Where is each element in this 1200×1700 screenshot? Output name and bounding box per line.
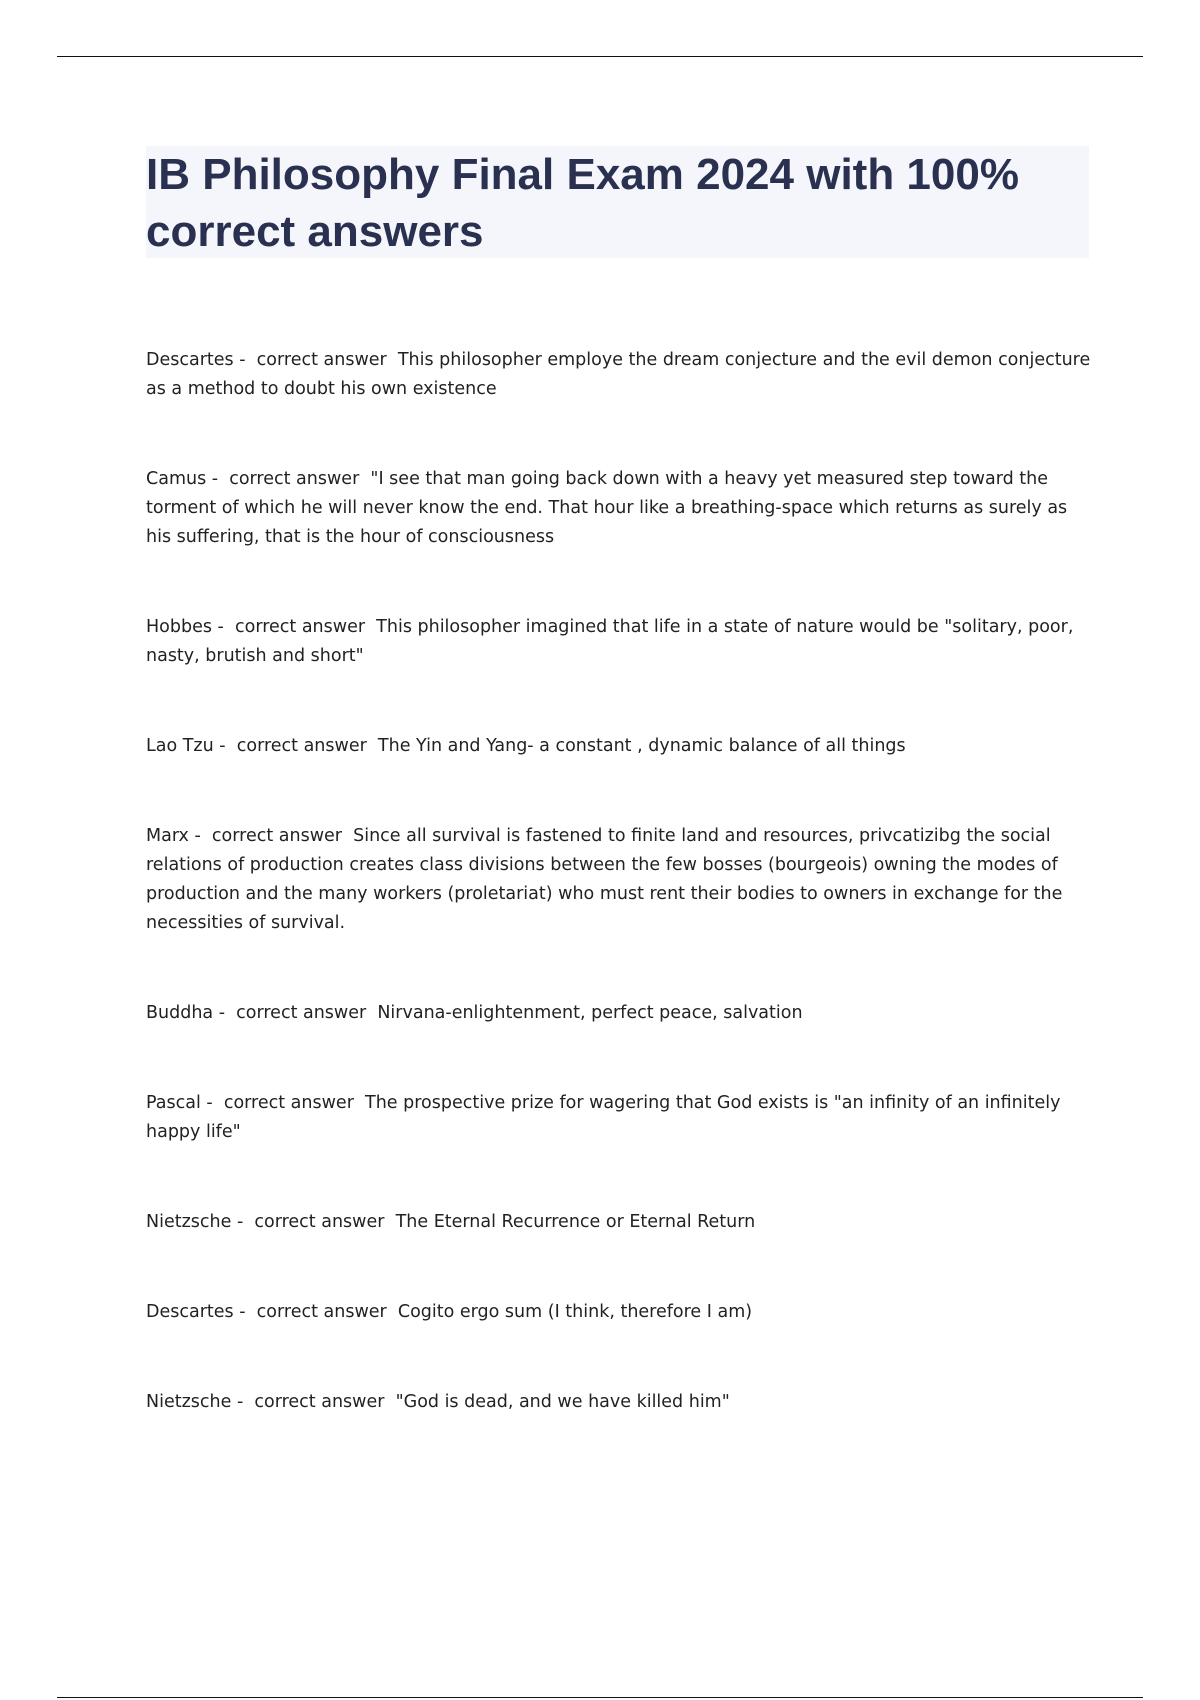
qa-term: Descartes	[146, 1302, 234, 1322]
qa-term: Nietzsche	[146, 1212, 232, 1232]
qa-term: Marx	[146, 826, 189, 846]
qa-item: Marx - correct answer Since all survival is fastened to finite land and resources, privcatizibg the social relations of production creates class divisions between the few bosses (bourgeois) owning the modes of production and the many workers (proletariat) who must rent their bodies to owners in exchange for the necessities of survival.	[146, 826, 1063, 933]
qa-label: correct answer	[234, 617, 366, 637]
qa-answer: The prospective prize for wagering that God exists is "an infinity of an infinitely happy life"	[146, 1093, 1061, 1142]
qa-label: correct answer	[223, 1093, 354, 1113]
qa-label: correct answer	[256, 350, 387, 370]
qa-answer: "I see that man going back down with a heavy yet measured step toward the torment of which he will never know the end. That hour like a breathing-space which returns as surely as his suffering, that is the hour of consciousness	[146, 469, 1068, 547]
qa-label: correct answer	[254, 1392, 385, 1412]
qa-label: correct answer	[211, 826, 342, 846]
bottom-rule	[57, 1697, 1143, 1698]
qa-list	[146, 346, 1096, 1478]
qa-item: Hobbes - correct answer This philosopher imagined that life in a state of nature would be "solitary, poor, nasty, brutish and short"	[146, 617, 1074, 666]
qa-answer: The Yin and Yang- a constant , dynamic balance of all things	[377, 736, 906, 756]
qa-answer: This philosopher imagined that life in a state of nature would be "solitary, poor, nasty, brutish and short"	[146, 617, 1074, 666]
title-banner	[146, 146, 1089, 258]
qa-answer: Cogito ergo sum (I think, therefore I am)	[397, 1302, 753, 1322]
qa-term: Pascal	[146, 1093, 201, 1113]
qa-item: Buddha - correct answer Nirvana-enlightenment, perfect peace, salvation	[146, 1003, 803, 1023]
qa-item: Camus - correct answer "I see that man going back down with a heavy yet measured step toward the torment of which he will never know the end. That hour like a breathing-space which returns as surely as his suffering, that is the hour of consciousness	[146, 469, 1068, 547]
qa-item: Pascal - correct answer The prospective prize for wagering that God exists is "an infinity of an infinitely happy life"	[146, 1093, 1061, 1142]
qa-term: Buddha	[146, 1003, 214, 1023]
qa-answer: "God is dead, and we have killed him"	[395, 1392, 730, 1412]
qa-term: Camus	[146, 469, 207, 489]
document-title: IB Philosophy Final Exam 2024 with 100% correct answers	[146, 150, 1019, 256]
qa-term: Lao Tzu	[146, 736, 214, 756]
qa-item: Descartes - correct answer This philosopher employe the dream conjecture and the evil demon conjecture as a method to doubt his own existence	[146, 350, 1091, 399]
qa-label: correct answer	[229, 469, 360, 489]
qa-label: correct answer	[236, 1003, 367, 1023]
qa-answer: Nirvana-enlightenment, perfect peace, salvation	[377, 1003, 803, 1023]
qa-label: correct answer	[236, 736, 367, 756]
qa-label: correct answer	[254, 1212, 385, 1232]
qa-term: Nietzsche	[146, 1392, 232, 1412]
qa-label: correct answer	[256, 1302, 387, 1322]
qa-answer: Since all survival is fastened to finite land and resources, privcatizibg the social relations of production creates class divisions between the few bosses (bourgeois) owning the modes of production and the many workers (proletariat) who must rent their bodies to owners in exchange for the necessities of survival.	[146, 826, 1063, 933]
qa-term: Hobbes	[146, 617, 212, 637]
qa-item: Descartes - correct answer Cogito ergo sum (I think, therefore I am)	[146, 1302, 753, 1322]
qa-item: Lao Tzu - correct answer The Yin and Yang- a constant , dynamic balance of all things	[146, 736, 906, 756]
qa-term: Descartes	[146, 350, 234, 370]
qa-item: Nietzsche - correct answer "God is dead, and we have killed him"	[146, 1392, 730, 1412]
qa-answer: The Eternal Recurrence or Eternal Return	[395, 1212, 756, 1232]
qa-item: Nietzsche - correct answer The Eternal Recurrence or Eternal Return	[146, 1212, 756, 1232]
qa-answer: This philosopher employe the dream conjecture and the evil demon conjecture as a method to doubt his own existence	[146, 350, 1091, 399]
top-rule	[57, 56, 1143, 57]
